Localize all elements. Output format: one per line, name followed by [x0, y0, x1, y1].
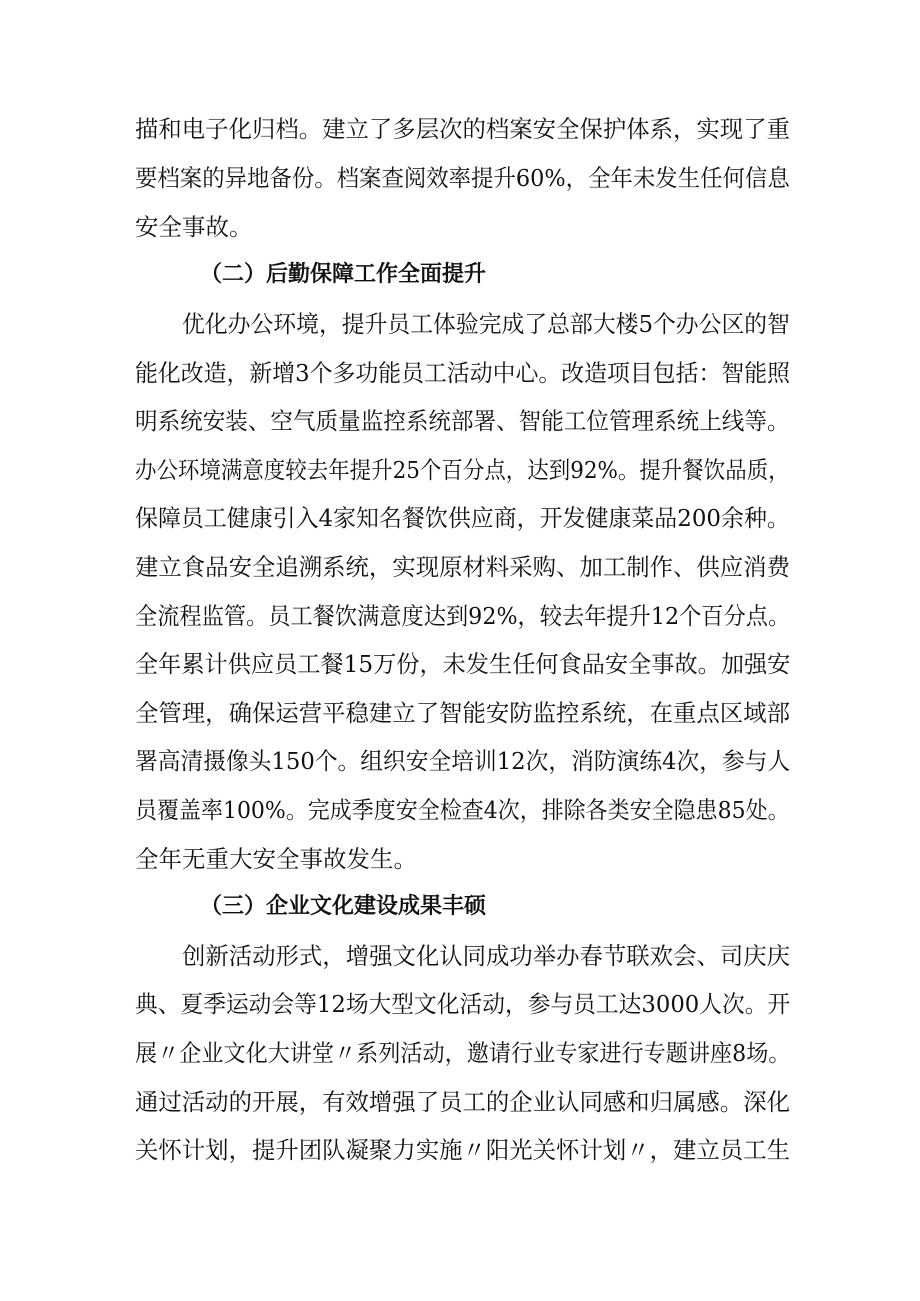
body-text-line: 安全事故。 [135, 213, 253, 241]
section-heading-2: （二）后勤保障工作全面提升 [200, 262, 487, 287]
body-text-line: 典、夏季运动会等12场大型文化活动，参与员工达3000人次。开 [135, 990, 791, 1018]
body-text-line: 展〃企业文化大讲堂〃系列活动，邀请行业专家进行专题讲座8场。 [135, 1039, 791, 1067]
body-text-line: 全年无重大安全事故发生。 [135, 845, 417, 873]
body-text-line: 全流程监管。员工餐饮满意度达到92%，较去年提升12个百分点。 [135, 602, 791, 630]
body-text-line: 建立食品安全追溯系统，实现原材料采购、加工制作、供应消费 [135, 553, 790, 581]
body-text-line: 要档案的异地备份。档案查阅效率提升60%，全年未发生任何信息 [135, 164, 790, 192]
body-text-line: 关怀计划，提升团队凝聚力实施〃阳光关怀计划〃，建立员工生 [135, 1136, 790, 1164]
body-text-line: 署高清摄像头150个。组织安全培训12次，消防演练4次，参与人 [135, 747, 791, 775]
body-text-line: 全管理，确保运营平稳建立了智能安防监控系统，在重点区域部 [135, 699, 790, 727]
section-heading-3: （三）企业文化建设成果丰硕 [200, 894, 487, 919]
body-text-line: 员覆盖率100%。完成季度安全检查4次，排除各类安全隐患85处。 [135, 796, 790, 824]
paragraph-first-line: 创新活动形式，增强文化认同成功举办春节联欢会、司庆庆 [182, 942, 791, 970]
body-text-line: 全年累计供应员工餐15万份，未发生任何食品安全事故。加强安 [135, 650, 791, 678]
body-text-line: 通过活动的开展，有效增强了员工的企业认同感和归属感。深化 [135, 1088, 790, 1116]
body-text-line: 办公环境满意度较去年提升25个百分点，达到92%。提升餐饮品质， [135, 456, 790, 484]
body-text-line: 保障员工健康引入4家知名餐饮供应商，开发健康菜品200余种。 [135, 504, 790, 532]
body-text-line: 能化改造，新增3个多功能员工活动中心。改造项目包括：智能照 [135, 359, 790, 387]
body-text-line: 明系统安装、空气质量监控系统部署、智能工位管理系统上线等。 [135, 407, 790, 435]
body-text-line: 描和电子化归档。建立了多层次的档案安全保护体系，实现了重 [135, 115, 790, 143]
paragraph-first-line: 优化办公环境，提升员工体验完成了总部大楼5个办公区的智 [182, 310, 790, 338]
